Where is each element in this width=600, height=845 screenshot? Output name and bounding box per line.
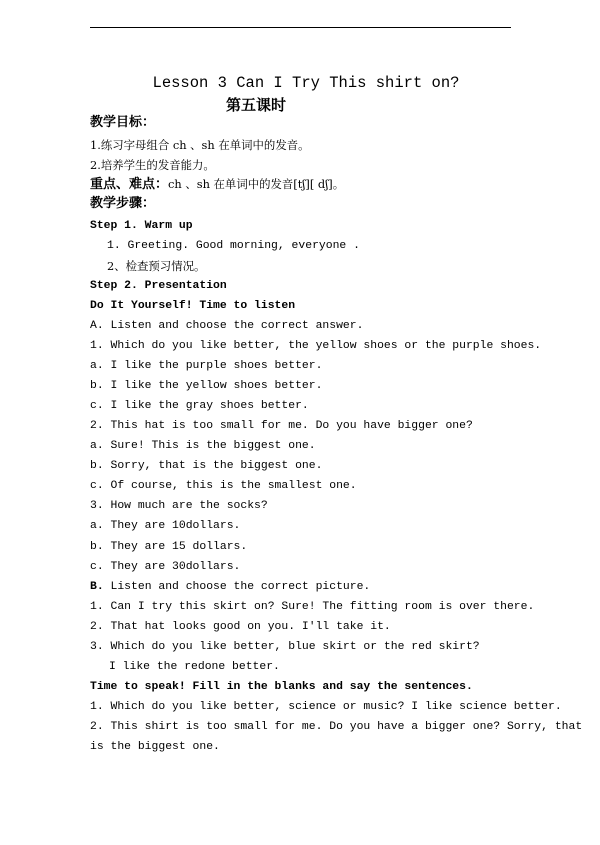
- question-1-option-b: b. I like the yellow shoes better.: [90, 380, 323, 392]
- objective-1: 1.练习字母组合 ch 、sh 在单词中的发音。: [90, 138, 310, 152]
- question-2: 2. This hat is too small for me. Do you have bigger one?: [90, 420, 473, 432]
- part-b-item-1: 1. Can I try this skirt on? Sure! The fitting room is over there.: [90, 601, 535, 613]
- step1-heading: Step 1. Warm up: [90, 220, 193, 232]
- question-3: 3. How much are the socks?: [90, 500, 268, 512]
- part-b-item-2: 2. That hat looks good on you. I'll take it.: [90, 621, 391, 633]
- steps-heading: 教学步骤：: [90, 196, 156, 211]
- question-2-option-a: a. Sure! This is the biggest one.: [90, 440, 316, 452]
- part-b-text: Listen and choose the correct picture.: [110, 581, 371, 593]
- question-3-option-a: a. They are 10dollars.: [90, 520, 241, 532]
- speak-item-2-cont: is the biggest one.: [90, 741, 220, 753]
- step1-item-2: 2、检查预习情况。: [107, 259, 206, 273]
- keypoints-line: [90, 177, 344, 192]
- question-1-option-c: c. I like the gray shoes better.: [90, 400, 309, 412]
- speak-item-2: 2. This shirt is too small for me. Do you have a bigger one? Sorry, that: [90, 721, 583, 733]
- part-a-heading: A. Listen and choose the correct answer.: [90, 320, 364, 332]
- question-3-option-c: c. They are 30dollars.: [90, 561, 241, 573]
- step1-item-1: 1. Greeting. Good morning, everyone .: [107, 240, 360, 252]
- header-rule: [90, 27, 511, 28]
- part-b-item-3-answer: I like the redone better.: [109, 661, 280, 673]
- part-b-heading: [90, 580, 370, 594]
- objective-2: 2.培养学生的发音能力。: [90, 158, 215, 172]
- part-b-item-3: 3. Which do you like better, blue skirt or the red skirt?: [90, 641, 480, 653]
- keypoints-label: 重点、难点：: [90, 177, 169, 192]
- question-1: 1. Which do you like better, the yellow shoes or the purple shoes.: [90, 340, 542, 352]
- question-2-option-c: c. Of course, this is the smallest one.: [90, 480, 357, 492]
- part-b-label: B.: [90, 581, 104, 593]
- lesson-subtitle: 第五课时: [226, 96, 287, 114]
- lesson-title: Lesson 3 Can I Try This shirt on?: [152, 74, 460, 92]
- question-2-option-b: b. Sorry, that is the biggest one.: [90, 460, 323, 472]
- question-3-option-b: b. They are 15 dollars.: [90, 541, 248, 553]
- step2-heading: Step 2. Presentation: [90, 280, 227, 292]
- keypoints-text: ch 、sh 在单词中的发音[tʃ][ dʃ]。: [168, 177, 345, 191]
- question-1-option-a: a. I like the purple shoes better.: [90, 360, 323, 372]
- speak-heading: Time to speak! Fill in the blanks and say the sentences.: [90, 681, 473, 693]
- speak-item-1: 1. Which do you like better, science or music? I like science better.: [90, 701, 562, 713]
- objectives-heading: 教学目标：: [90, 115, 156, 130]
- listen-heading: Do It Yourself! Time to listen: [90, 300, 296, 312]
